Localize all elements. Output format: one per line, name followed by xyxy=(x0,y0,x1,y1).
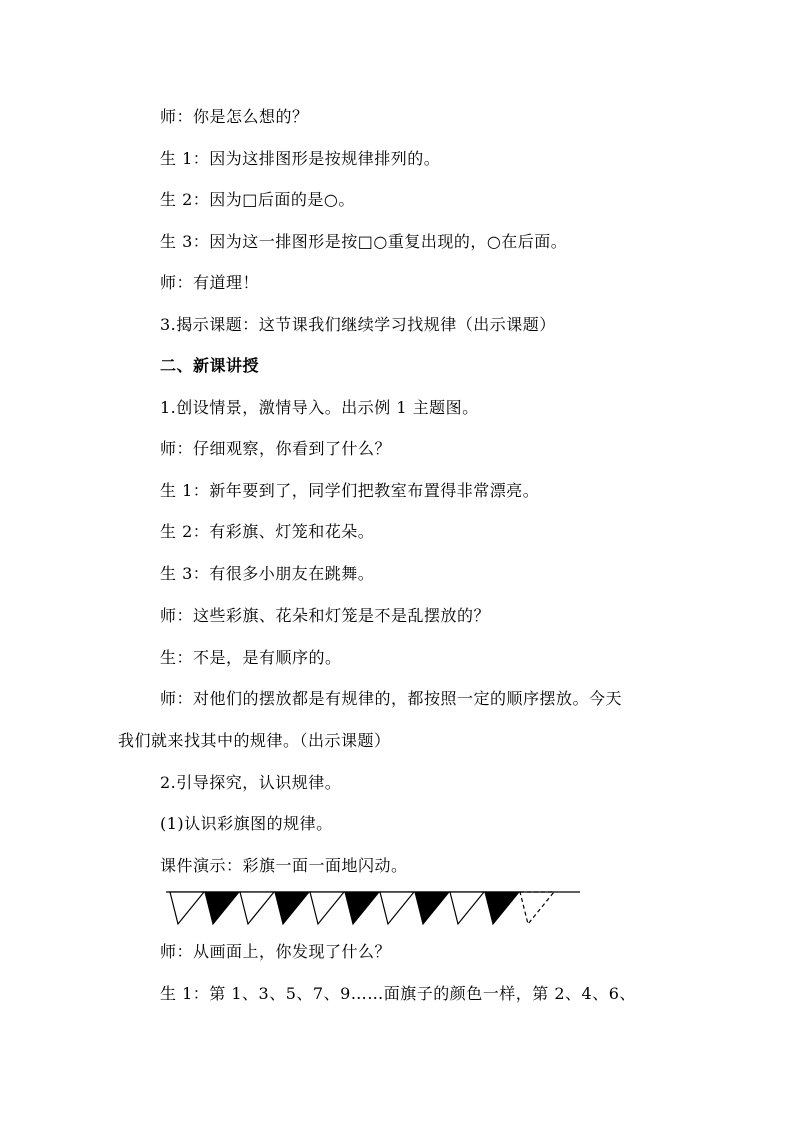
flag-white xyxy=(310,892,344,924)
section-heading: 二、新课讲授 xyxy=(160,356,260,375)
flag-white xyxy=(450,892,484,924)
flag-black xyxy=(415,892,449,924)
text-line: 生 1：第 1、3、5、7、9……面旗子的颜色一样，第 2、4、6、 xyxy=(160,984,636,1003)
text-line: 师：仔细观察，你看到了什么？ xyxy=(160,439,392,458)
text-line: 生 3：因为这一排图形是按□○重复出现的，○在后面。 xyxy=(160,232,568,251)
text-line: 生 2：有彩旗、灯笼和花朵。 xyxy=(160,522,375,541)
flag-white xyxy=(170,892,204,924)
flag-white xyxy=(380,892,414,924)
text-line: 我们就来找其中的规律。（出示课题） xyxy=(118,731,391,750)
text-line: 生 1：新年要到了，同学们把教室布置得非常漂亮。 xyxy=(160,481,540,500)
text-line: 2.引导探究，认识规律。 xyxy=(160,773,342,792)
text-line: 生：不是，是有顺序的。 xyxy=(160,648,342,667)
flag-black xyxy=(485,892,519,924)
text-line: 1.创设情景，激情导入。出示例 1 主题图。 xyxy=(160,398,479,417)
text-line: (1)认识彩旗图的规律。 xyxy=(160,814,333,833)
text-line: 课件演示：彩旗一面一面地闪动。 xyxy=(160,856,408,875)
text-line: 3.揭示课题：这节课我们继续学习找规律（出示课题） xyxy=(160,315,556,334)
text-line: 师：这些彩旗、花朵和灯笼是不是乱摆放的？ xyxy=(160,606,491,625)
text-line: 师：有道理！ xyxy=(160,273,260,292)
flag-white xyxy=(240,892,274,924)
text-line: 师：从画面上，你发现了什么？ xyxy=(160,942,392,961)
text-line: 生 1：因为这排图形是按规律排列的。 xyxy=(160,149,441,168)
text-line: 师：你是怎么想的？ xyxy=(160,107,309,126)
flag-black xyxy=(205,892,239,924)
flag-black xyxy=(275,892,309,924)
text-line: 生 3：有很多小朋友在跳舞。 xyxy=(160,564,375,583)
bunting-flags-figure xyxy=(166,886,586,928)
flag-dashed xyxy=(520,892,554,924)
text-line: 生 2：因为□后面的是○。 xyxy=(160,190,355,209)
flag-black xyxy=(345,892,379,924)
text-line: 师：对他们的摆放都是有规律的，都按照一定的顺序摆放。今天 xyxy=(160,689,623,708)
